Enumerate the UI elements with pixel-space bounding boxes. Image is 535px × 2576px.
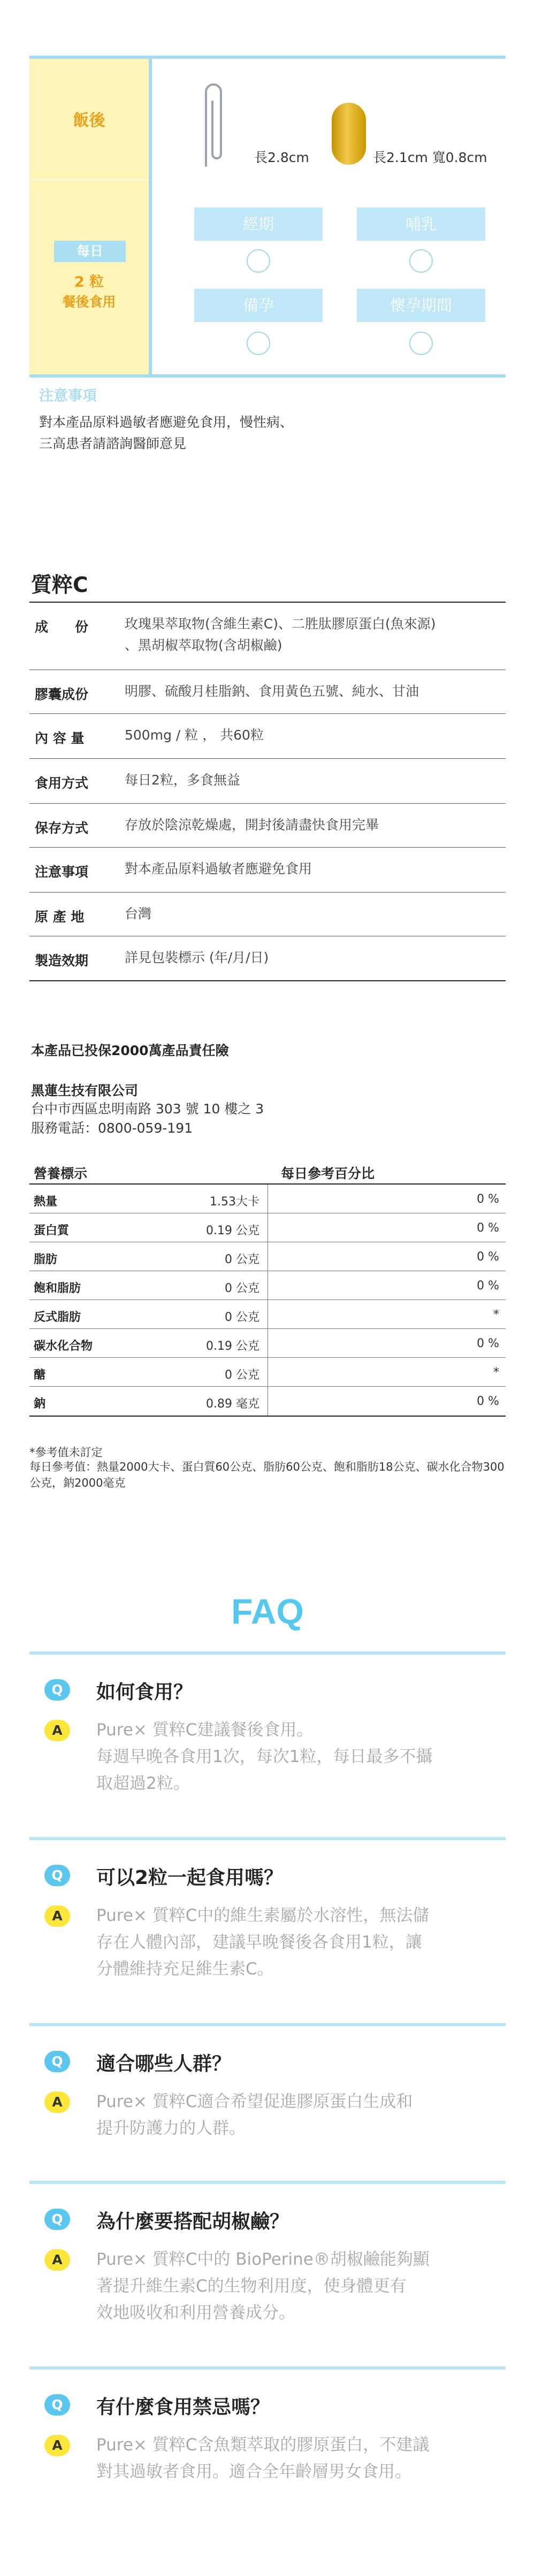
faq-answer bbox=[96, 1717, 503, 1797]
faq-answer bbox=[96, 2432, 503, 2485]
company-phone: 服務電話：0800-059-191 bbox=[31, 1120, 193, 1136]
check-circle-icon bbox=[409, 249, 433, 273]
spec-key: 成 份 bbox=[35, 619, 89, 635]
spec-line: 玫瑰果萃取物(含維生素C)、二胜肽膠原蛋白(魚來源) bbox=[125, 616, 436, 632]
nutrition-row bbox=[29, 1300, 506, 1329]
spec-row-storage bbox=[29, 804, 506, 848]
divider bbox=[29, 2181, 506, 2184]
spec-row-content bbox=[29, 714, 506, 759]
divider bbox=[29, 1837, 506, 1840]
nutrient-name: 脂肪 bbox=[34, 1253, 58, 1266]
nutrient-name: 飽和脂肪 bbox=[34, 1282, 81, 1295]
nutrient-percent: 0 % bbox=[477, 1250, 499, 1264]
nutrient-amount: 0.19 公克 bbox=[206, 1224, 259, 1237]
divider bbox=[29, 374, 506, 378]
nutrient-name: 鈉 bbox=[34, 1397, 46, 1411]
daily-count: 2 粒 bbox=[74, 274, 104, 290]
daily-badge: 每日 bbox=[54, 241, 126, 262]
nutrient-amount: 1.53大卡 bbox=[210, 1195, 259, 1209]
divider bbox=[29, 179, 149, 180]
nutrition-header-right: 每日參考百分比 bbox=[281, 1166, 375, 1181]
spec-value: 存放於陰涼乾燥處，開封後請盡快食用完畢 bbox=[125, 817, 379, 833]
nutrition-footnote: *參考值未訂定 bbox=[29, 1446, 103, 1459]
period-menstruation: 經期 bbox=[194, 207, 323, 241]
answer-line: 存在人體內部，建議早晚餐後各食用1粒，讓 bbox=[96, 1933, 422, 1952]
divider bbox=[29, 1651, 506, 1655]
nutrient-amount: 0 公克 bbox=[225, 1253, 259, 1266]
spec-value: 台灣 bbox=[125, 906, 152, 921]
nutrient-name: 熱量 bbox=[34, 1195, 58, 1209]
check-circle-icon bbox=[409, 332, 433, 355]
answer-line: 每週早晚各食用1次，每次1粒，每日最多不攝 bbox=[96, 1747, 433, 1766]
product-title: 質粹C bbox=[31, 573, 88, 597]
nutrient-name: 碳水化合物 bbox=[34, 1340, 93, 1353]
spec-key: 製造效期 bbox=[35, 953, 89, 968]
caution-line: 對本產品原料過敏者應避免食用，慢性病、 bbox=[39, 414, 294, 430]
divider bbox=[29, 1416, 506, 1417]
spec-row-expiry bbox=[29, 936, 506, 981]
faq-question: 適合哪些人群？ bbox=[96, 2053, 232, 2075]
answer-badge: A bbox=[44, 2435, 70, 2456]
check-circle-icon bbox=[247, 249, 270, 273]
spec-value: 詳見包裝標示 (年/月/日) bbox=[125, 950, 269, 965]
nutrition-row bbox=[29, 1271, 506, 1300]
question-badge: Q bbox=[44, 2051, 70, 2072]
nutrient-amount: 0.89 毫克 bbox=[206, 1397, 259, 1411]
nutrient-name: 反式脂肪 bbox=[34, 1311, 81, 1324]
usage-card bbox=[29, 0, 506, 412]
caution-text bbox=[39, 412, 293, 455]
divider bbox=[29, 2023, 506, 2026]
spec-key: 原 產 地 bbox=[35, 909, 85, 925]
dosage-panel bbox=[29, 59, 149, 374]
question-badge: Q bbox=[44, 2394, 70, 2416]
nutrient-percent: * bbox=[493, 1308, 499, 1321]
faq-question: 為什麼要搭配胡椒鹼？ bbox=[96, 2211, 289, 2233]
spec-key: 注意事項 bbox=[35, 864, 89, 880]
question-badge: Q bbox=[44, 1679, 70, 1701]
spec-value bbox=[125, 613, 435, 656]
spec-value: 500mg / 粒 ， 共60粒 bbox=[125, 727, 264, 743]
divider bbox=[149, 59, 152, 374]
spec-row-caution bbox=[29, 848, 506, 893]
capsule-image bbox=[332, 103, 366, 165]
faq-question: 如何食用？ bbox=[96, 1681, 193, 1703]
faq-title: FAQ bbox=[231, 1591, 304, 1631]
nutrient-percent: 0 % bbox=[477, 1337, 499, 1350]
nutrition-reference: 每日參考值：熱量2000大卡、蛋白質60公克、脂肪60公克、飽和脂肪18公克、碳水化合物300公克，鈉2000毫克 bbox=[29, 1460, 505, 1489]
nutrition-header bbox=[29, 1155, 506, 1185]
nutrient-percent: 0 % bbox=[477, 1279, 499, 1293]
answer-line: 分體維持充足維生素C。 bbox=[96, 1959, 274, 1979]
spec-key: 食用方式 bbox=[35, 775, 89, 791]
answer-line: Pure× 質粹C建議餐後食用。 bbox=[96, 1720, 314, 1740]
company-name: 黑蓮生技有限公司 bbox=[31, 1083, 139, 1098]
divider bbox=[29, 2366, 506, 2370]
spec-value: 每日2粒，多食無益 bbox=[125, 772, 240, 788]
nutrient-amount: 0 公克 bbox=[225, 1311, 259, 1324]
spec-row-origin bbox=[29, 893, 506, 936]
daily-note: 餐後食用 bbox=[62, 294, 116, 310]
company-address: 台中市西區忠明南路 303 號 10 樓之 3 bbox=[31, 1101, 264, 1117]
meal-label: 飯後 bbox=[73, 111, 105, 130]
spec-row-ingredients bbox=[29, 603, 506, 670]
spec-key: 膠囊成份 bbox=[35, 687, 89, 702]
paperclip-icon bbox=[196, 80, 228, 171]
faq-answer bbox=[96, 2088, 503, 2142]
answer-line: Pure× 質粹C含魚類萃取的膠原蛋白，不建議 bbox=[96, 2435, 430, 2455]
nutrient-amount: 0.19 公克 bbox=[206, 1340, 259, 1353]
faq-question: 可以2粒一起食用嗎？ bbox=[96, 1867, 284, 1889]
faq-answer bbox=[96, 2246, 503, 2326]
spec-row-usage bbox=[29, 759, 506, 804]
faq-question: 有什麼食用禁忌嗎？ bbox=[96, 2396, 270, 2418]
period-breastfeeding: 哺乳 bbox=[357, 207, 485, 241]
answer-badge: A bbox=[44, 1720, 70, 1741]
spec-key: 內 容 量 bbox=[35, 730, 85, 746]
nutrient-percent: 0 % bbox=[477, 1193, 499, 1206]
spec-value: 對本產品原料過敏者應避免食用 bbox=[125, 861, 312, 876]
faq-answer bbox=[96, 1902, 503, 1982]
nutrition-row bbox=[29, 1358, 506, 1387]
answer-badge: A bbox=[44, 1905, 70, 1927]
answer-line: 效地吸收和利用營養成分。 bbox=[96, 2303, 295, 2323]
nutrient-percent: 0 % bbox=[477, 1395, 499, 1408]
answer-line: 提升防護力的人群。 bbox=[96, 2119, 246, 2138]
nutrient-percent: * bbox=[493, 1366, 499, 1379]
answer-line: Pure× 質粹C中的 BioPerine®胡椒鹼能夠顯 bbox=[96, 2250, 430, 2269]
answer-line: 著提升維生素C的生物利用度，使身體更有 bbox=[96, 2277, 407, 2296]
nutrition-row bbox=[29, 1242, 506, 1271]
question-badge: Q bbox=[44, 1865, 70, 1886]
nutrient-amount: 0 公克 bbox=[225, 1282, 259, 1295]
nutrition-header-left: 營養標示 bbox=[34, 1166, 88, 1181]
period-pregnancy: 懷孕期間 bbox=[357, 289, 485, 322]
caution-line: 三高患者請諮詢醫師意見 bbox=[39, 436, 187, 451]
answer-line: 對其過敏者食用。適合全年齡層男女食用。 bbox=[96, 2462, 411, 2481]
nutrition-row bbox=[29, 1213, 506, 1242]
spec-line: 、黑胡椒萃取物(含胡椒鹼) bbox=[125, 637, 282, 653]
answer-line: 取超過2粒。 bbox=[96, 1774, 190, 1793]
answer-badge: A bbox=[44, 2091, 70, 2113]
answer-line: Pure× 質粹C中的維生素屬於水溶性，無法儲 bbox=[96, 1906, 430, 1925]
period-preconception: 備孕 bbox=[194, 289, 323, 322]
caution-title: 注意事項 bbox=[39, 388, 97, 404]
nutrient-percent: 0 % bbox=[477, 1221, 499, 1235]
spec-row-capsule bbox=[29, 670, 506, 714]
nutrition-row bbox=[29, 1185, 506, 1213]
answer-badge: A bbox=[44, 2249, 70, 2271]
nutrient-amount: 0 公克 bbox=[225, 1368, 259, 1382]
check-circle-icon bbox=[247, 332, 270, 355]
insurance-note: 本產品已投保2000萬產品責任險 bbox=[31, 1043, 229, 1058]
paperclip-length: 長2.8cm bbox=[254, 150, 309, 165]
question-badge: Q bbox=[44, 2209, 70, 2230]
nutrient-name: 醣 bbox=[34, 1368, 46, 1382]
capsule-size: 長2.1cm 寬0.8cm bbox=[373, 150, 487, 165]
answer-line: Pure× 質粹C適合希望促進膠原蛋白生成和 bbox=[96, 2092, 413, 2111]
spec-value: 明膠、硫酸月桂脂鈉、食用黃色五號、純水、甘油 bbox=[125, 683, 419, 699]
nutrition-row bbox=[29, 1387, 506, 1416]
nutrition-row bbox=[29, 1329, 506, 1358]
nutrient-name: 蛋白質 bbox=[34, 1224, 70, 1237]
spec-key: 保存方式 bbox=[35, 820, 89, 836]
